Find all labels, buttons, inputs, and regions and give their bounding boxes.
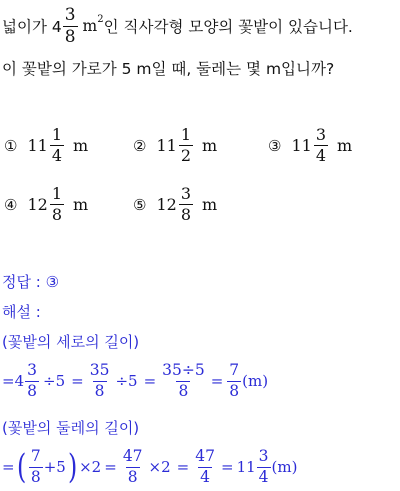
option-1[interactable] — [4, 127, 88, 164]
option-unit: m — [73, 136, 89, 155]
option-numerator: 3 — [180, 184, 191, 203]
equals-sign: = — [176, 458, 190, 476]
option-number: ③ — [268, 136, 282, 155]
option-number: ④ — [4, 195, 18, 214]
question-text: 인 직사각형 모양의 꽃밭이 있습니다. — [103, 18, 353, 36]
whole-number: 4 — [14, 372, 25, 390]
unit-text: m — [82, 17, 98, 35]
unit-text: (m) — [271, 458, 298, 476]
fraction-denominator: 8 — [64, 26, 76, 47]
question-text: 이 꽃밭의 가로가 5 m일 때, 둘레는 몇 m입니까? — [2, 60, 335, 78]
option-unit: m — [337, 136, 353, 155]
numerator: 7 — [30, 447, 41, 465]
equals-sign: = — [71, 372, 84, 390]
numerator: 35÷5 — [162, 361, 205, 379]
answer-label: 정답 : ③ — [2, 273, 60, 291]
numerator: 3 — [27, 361, 37, 379]
explanation-label: 해설 : — [2, 303, 41, 321]
whole-number: 11 — [236, 458, 256, 476]
numerator: 7 — [229, 361, 240, 379]
answer-line — [2, 271, 59, 292]
option-numerator: 1 — [51, 184, 62, 203]
operator-text: +5 — [43, 458, 66, 476]
numerator: 3 — [258, 447, 269, 465]
option-number: ② — [133, 136, 147, 155]
denominator: 8 — [30, 467, 41, 486]
option-whole: 12 — [27, 195, 48, 214]
question-text: 넓이가 4 — [2, 18, 62, 36]
option-whole: 11 — [291, 136, 312, 155]
equals-sign: = — [2, 458, 15, 476]
operator-text: ×2 — [148, 458, 171, 476]
option-unit: m — [202, 195, 218, 214]
question-line-1 — [2, 6, 353, 46]
numerator: 47 — [122, 447, 143, 465]
denominator: 8 — [127, 467, 138, 486]
option-numerator: 1 — [51, 125, 62, 144]
unit-superscript: 2 — [97, 13, 104, 25]
equals-sign: = — [220, 458, 234, 476]
equals-sign: = — [143, 372, 157, 390]
height-label: (꽃밭의 세로의 길이) — [2, 333, 140, 351]
option-3[interactable] — [268, 127, 352, 164]
explanation-heading — [2, 301, 41, 322]
denominator: 4 — [200, 467, 211, 486]
option-whole: 11 — [27, 136, 48, 155]
option-5[interactable] — [133, 186, 217, 223]
option-whole: 11 — [156, 136, 177, 155]
right-paren: ) — [67, 447, 78, 487]
denominator: 8 — [94, 381, 105, 400]
operator-text: ×2 — [79, 458, 102, 476]
option-whole: 12 — [156, 195, 177, 214]
option-numerator: 3 — [315, 125, 326, 144]
height-calculation — [2, 358, 268, 404]
operator-text: ÷5 — [115, 372, 138, 390]
option-denominator: 8 — [51, 205, 62, 224]
option-denominator: 8 — [180, 205, 191, 224]
perimeter-calculation — [2, 444, 297, 490]
option-number: ① — [4, 136, 18, 155]
option-denominator: 4 — [315, 146, 326, 165]
equals-sign: = — [210, 372, 224, 390]
question-line-2 — [2, 56, 334, 80]
operator-text: ÷5 — [43, 372, 66, 390]
equals-sign: = — [104, 458, 117, 476]
option-unit: m — [73, 195, 89, 214]
perimeter-label: (꽃밭의 둘레의 길이) — [2, 419, 140, 437]
denominator: 8 — [178, 381, 189, 400]
perimeter-heading — [2, 417, 139, 438]
equals-sign: = — [2, 372, 15, 390]
option-denominator: 4 — [51, 146, 62, 165]
option-4[interactable] — [4, 186, 88, 223]
unit-text: (m) — [242, 372, 269, 390]
option-number: ⑤ — [133, 195, 147, 214]
area-fraction — [63, 4, 78, 47]
option-numerator: 1 — [180, 125, 191, 144]
option-2[interactable] — [133, 127, 217, 164]
fraction-numerator: 3 — [64, 4, 76, 25]
height-heading — [2, 331, 139, 352]
left-paren: ( — [16, 447, 26, 487]
numerator: 47 — [195, 447, 215, 465]
denominator: 4 — [258, 467, 269, 486]
option-unit: m — [202, 136, 218, 155]
numerator: 35 — [89, 361, 110, 379]
denominator: 8 — [27, 381, 37, 400]
denominator: 8 — [229, 381, 240, 400]
option-denominator: 2 — [180, 146, 191, 165]
